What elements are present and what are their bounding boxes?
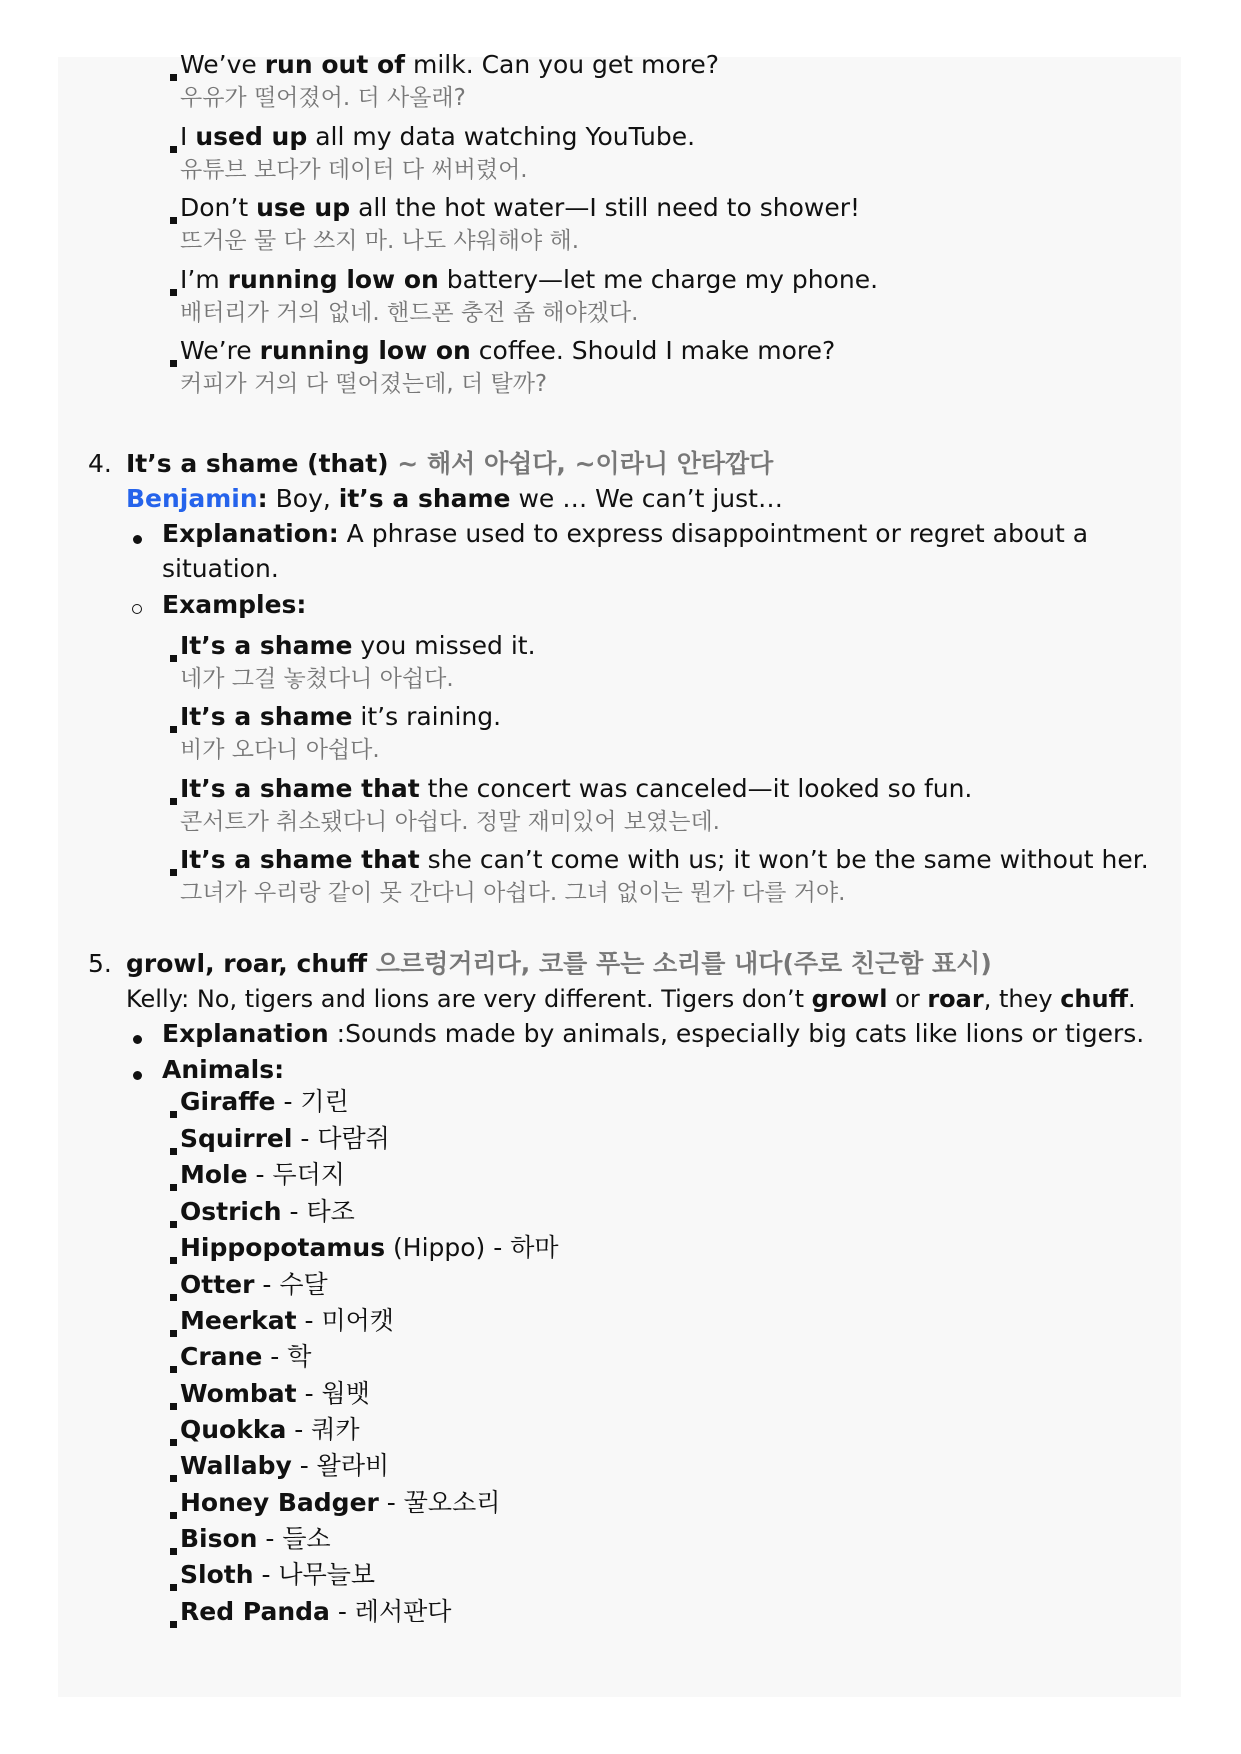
example-sentence: I used up all my data watching YouTube. [180,122,696,151]
section-number: 4. [88,449,112,478]
square-bullet-icon [170,1148,177,1155]
example-sentence: It’s a shame that the concert was canceled—it looked so fun. [180,774,973,803]
example-sentence: It’s a shame it’s raining. [180,702,502,731]
square-bullet-icon [170,1584,177,1591]
hollow-bullet-icon [132,604,142,614]
explanation-line: Explanation :Sounds made by animals, especially big cats like lions or tigers. [162,1019,1145,1048]
square-bullet-icon [170,74,177,81]
square-bullet-icon [170,1439,177,1446]
section-number: 5. [88,949,112,978]
list-item: Otter - 수달 [180,1270,328,1299]
example-translation: 비가 오다니 아쉽다. [180,737,380,763]
section-heading: It’s a shame (that) ~ 해서 아쉽다, ~이라니 안타깝다 [126,449,774,478]
list-item: Squirrel - 다람쥐 [180,1124,390,1153]
list-item: Hippopotamus (Hippo) - 하마 [180,1233,559,1262]
example-sentence: I’m running low on battery—let me charge my phone. [180,265,879,294]
round-bullet-icon [133,1071,142,1080]
square-bullet-icon [170,726,177,733]
list-item: Wallaby - 왈라비 [180,1451,390,1480]
square-bullet-icon [170,1548,177,1555]
section-heading: growl, roar, chuff 으르렁거리다, 코를 푸는 소리를 내다(주로 친근함 표시) [126,949,992,978]
list-item: Red Panda - 레서판다 [180,1597,452,1626]
square-bullet-icon [170,1221,177,1228]
example-sentence: It’s a shame that she can’t come with us; it won’t be the same without her. [180,845,1149,874]
list-item: Meerkat - 미어캣 [180,1306,394,1335]
square-bullet-icon [170,1257,177,1264]
list-item: Sloth - 나무늘보 [180,1560,376,1589]
list-item: Ostrich - 타조 [180,1197,355,1226]
explanation-line: Explanation: A phrase used to express disappointment or regret about a [162,519,1089,548]
list-item: Crane - 학 [180,1342,312,1371]
document-page [58,50,1181,1697]
square-bullet-icon [170,1330,177,1337]
example-sentence: We’re running low on coffee. Should I make more? [180,336,836,365]
example-translation: 유튜브 보다가 데이터 다 써버렸어. [180,157,528,183]
example-translation: 배터리가 거의 없네. 핸드폰 충전 좀 해야겠다. [180,300,639,326]
explanation-line: situation. [162,554,279,583]
example-translation: 콘서트가 취소됐다니 아쉽다. 정말 재미있어 보였는데. [180,809,720,835]
list-item: Mole - 두더지 [180,1160,345,1189]
animals-label: Animals: [162,1055,285,1084]
example-translation: 그녀가 우리랑 같이 못 간다니 아쉽다. 그녀 없이는 뭔가 다를 거야. [180,880,846,906]
example-sentence: Don’t use up all the hot water—I still need to shower! [180,193,861,222]
square-bullet-icon [170,289,177,296]
example-sentence: It’s a shame you missed it. [180,631,536,660]
list-item: Quokka - 쿼카 [180,1415,360,1444]
example-translation: 우유가 떨어졌어. 더 사올래? [180,85,466,111]
square-bullet-icon [170,869,177,876]
dialogue-line: Kelly: No, tigers and lions are very different. Tigers don’t growl or roar, they chuff. [126,985,1136,1013]
example-translation: 커피가 거의 다 떨어졌는데, 더 탈까? [180,371,548,397]
dialogue-line: Benjamin: Boy, it’s a shame we … We can’t just… [126,484,783,513]
list-item: Honey Badger - 꿀오소리 [180,1488,501,1517]
example-translation: 네가 그걸 놓쳤다니 아쉽다. [180,666,454,692]
list-item: Wombat - 웜뱃 [180,1379,370,1408]
list-item: Giraffe - 기린 [180,1087,349,1116]
square-bullet-icon [170,1111,177,1118]
square-bullet-icon [170,798,177,805]
square-bullet-icon [170,1621,177,1628]
square-bullet-icon [170,1475,177,1482]
speaker-name: Benjamin [126,484,258,513]
list-item: Bison - 들소 [180,1524,331,1553]
examples-label: Examples: [162,590,307,619]
square-bullet-icon [170,1184,177,1191]
square-bullet-icon [170,1366,177,1373]
square-bullet-icon [170,655,177,662]
round-bullet-icon [133,1035,142,1044]
square-bullet-icon [170,1294,177,1301]
square-bullet-icon [170,217,177,224]
square-bullet-icon [170,360,177,367]
round-bullet-icon [133,535,142,544]
square-bullet-icon [170,146,177,153]
square-bullet-icon [170,1403,177,1410]
example-translation: 뜨거운 물 다 쓰지 마. 나도 샤워해야 해. [180,228,580,254]
square-bullet-icon [170,1512,177,1519]
example-sentence: We’ve run out of milk. Can you get more? [180,50,720,79]
